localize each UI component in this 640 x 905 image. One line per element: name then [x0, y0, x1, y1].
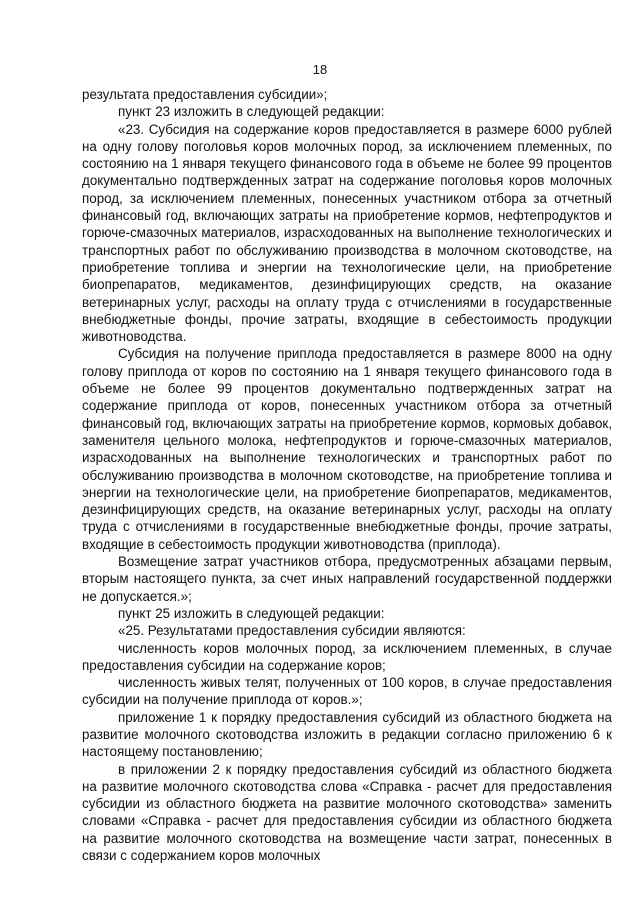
document-text	[82, 86, 612, 864]
paragraph-appendix-2: в приложении 2 к порядку предоставления субсидий из областного бюджета на развитие молочного скотоводства слова «Справка - расчет для предоставления субсидии из областного бюджета на развитие молочного скотоводства» заменить словами «Справка - расчет для предоставления субсидии из областного бюджета на развитие молочного скотоводства на возмещение части затрат, понесенных в связи с содержанием коров молочных	[82, 761, 612, 864]
paragraph-cost-reimbursement: Возмещение затрат участников отбора, предусмотренных абзацами первым, вторым настоящего пункта, за счет иных направлений государственной поддержки не допускается.»;	[82, 554, 612, 604]
paragraph-offspring-subsidy: Субсидия на получение приплода предоставляется в размере 8000 на одну голову приплода от коров по состоянию на 1 января текущего финансового года в объеме не более 99 процентов документально подтвержденных затрат на содержание приплода от коров, понесенных участником отбора за отчетный финансовый год, включающих затраты на приобретение кормов, кормовых добавок, заменителя цельного молока, нефтепродуктов и горюче-смазочных материалов, израсходованных на выполнение технологических и транспортных работ по обслуживанию производства в молочном скотоводстве, на приобретение топлива и энергии на технологические цели, на приобретение биопрепаратов, медикаментов, дезинфицирующих средств, на оказание ветеринарных услуг, расходы на оплату труда с отчислениями в государственные внебюджетные фонды, прочие затраты, входящие в себестоимость продукции животноводства (приплода).	[82, 346, 612, 552]
paragraph-item-23-cow-subsidy: «23. Субсидия на содержание коров предоставляется в размере 6000 рублей на одну голову поголовья коров молочных пород, за исключением племенных, по состоянию на 1 января текущего финансового года в объеме не более 99 процентов документально подтвержденных затрат на содержание поголовья коров молочных пород, за исключением племенных, понесенных участником отбора за отчетный финансовый год, включающих затраты на приобретение кормов, нефтепродуктов и горюче-смазочных материалов, израсходованных на выполнение технологических и транспортных работ по обслуживанию производства в молочном скотоводстве, на приобретение топлива и энергии на технологические цели, на приобретение биопрепаратов, медикаментов, дезинфицирующих средств, на оказание ветеринарных услуг, расходы на оплату труда с отчислениями в государственные внебюджетные фонды, прочие затраты, входящие в себестоимость продукции животноводства.	[82, 121, 612, 345]
page-number: 18	[312, 62, 328, 77]
paragraph-item-23-heading: пункт 23 изложить в следующей редакции:	[118, 104, 385, 120]
paragraph-calf-count: численность живых телят, полученных от 100 коров, в случае предоставления субсидии на получение приплода от коров.»;	[82, 675, 612, 708]
paragraph-item-25-results: «25. Результатами предоставления субсидии являются:	[118, 623, 466, 639]
paragraph-cow-count: численность коров молочных пород, за исключением племенных, в случае предоставления субсидии на содержание коров;	[82, 640, 612, 673]
paragraph-item-25-heading: пункт 25 изложить в следующей редакции:	[118, 605, 385, 621]
paragraph-appendix-1: приложение 1 к порядку предоставления субсидий из областного бюджета на развитие молочного скотоводства изложить в редакции согласно приложению 6 к настоящему постановлению;	[82, 709, 612, 760]
paragraph-continuation: результата предоставления субсидии»;	[82, 87, 328, 102]
